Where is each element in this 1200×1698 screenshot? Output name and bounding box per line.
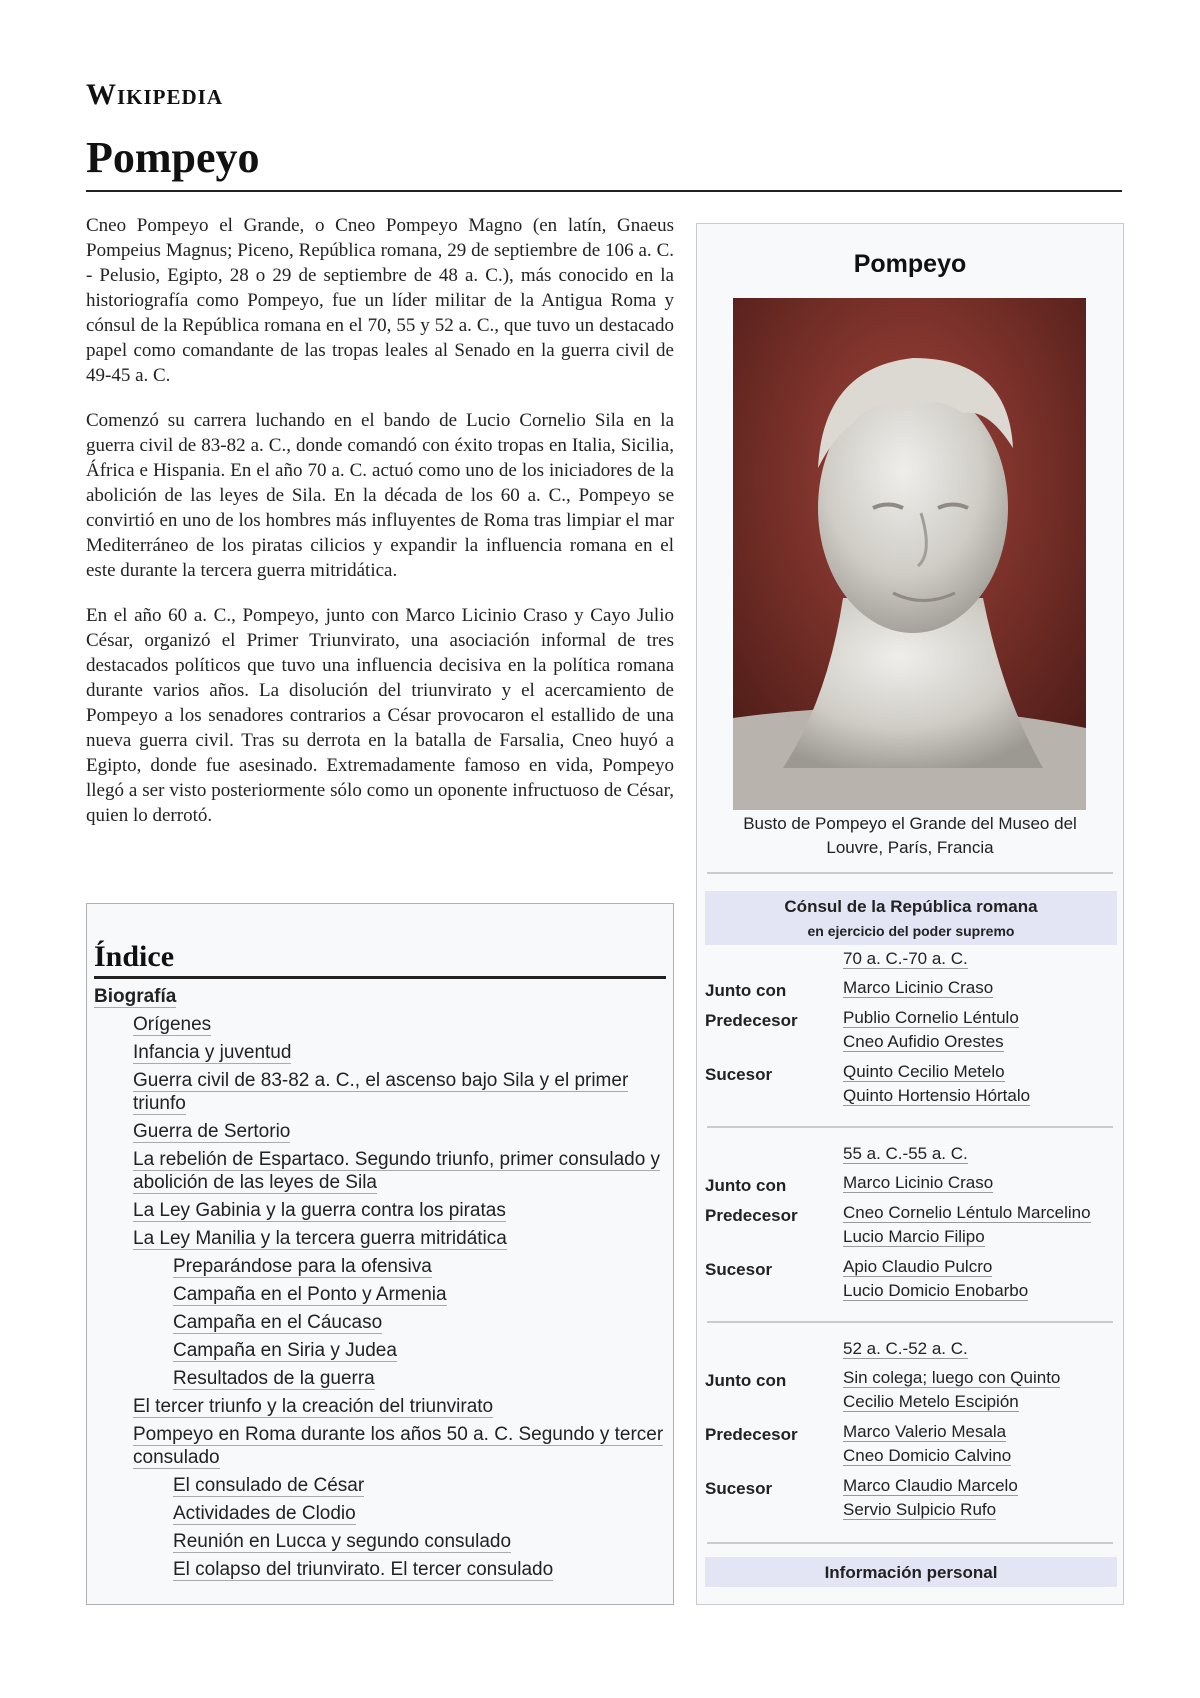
with-label: Junto con — [705, 1371, 787, 1390]
term-period-link[interactable]: 55 a. C.-55 a. C. — [843, 1144, 968, 1163]
term-with-row — [705, 1171, 1117, 1197]
term-with-row — [705, 976, 1117, 1002]
person-link[interactable]: Servio Sulpicio Rufo — [843, 1500, 997, 1519]
toc-link[interactable]: Preparándose para la ofensiva — [173, 1256, 432, 1277]
with-value — [843, 1171, 1115, 1195]
toc-link[interactable]: Infancia y juventud — [133, 1042, 292, 1063]
toc-item[interactable] — [87, 979, 673, 1008]
with-value — [843, 976, 1115, 1000]
toc-item[interactable] — [87, 1255, 673, 1278]
person-link[interactable]: Marco Claudio Marcelo — [843, 1476, 1018, 1495]
toc-item[interactable] — [87, 1558, 673, 1581]
successor-label: Sucesor — [705, 1479, 773, 1498]
toc-link[interactable]: Orígenes — [133, 1014, 212, 1035]
toc-item[interactable] — [87, 1148, 673, 1194]
toc-link[interactable]: El colapso del triunvirato. El tercer consulado — [173, 1559, 554, 1580]
term-successor-row — [705, 1474, 1117, 1524]
table-of-contents — [86, 903, 674, 1605]
toc-link[interactable]: Reunión en Lucca y segundo consulado — [173, 1531, 512, 1552]
intro-paragraph-3: En el año 60 a. C., Pompeyo, junto con Marco Licinio Craso y Cayo Julio César, organizó el Primer Triunvirato, una asociación informal de tres destacados políticos que tuvo una influencia decisiva en la política romana durante varios años. La disolución del triunvirato y el acercamiento de Pompeyo a los senadores contrarios a César provocaron el estallido de una nueva guerra civil. Tras su derrota en la batalla de Farsalia, Cneo huyó a Egipto, donde fue asesinado. Extremadamente famoso en vida, Pompeyo llegó a ser visto posteriormente sólo como un oponente infructuoso de César, quien lo derrotó. — [86, 605, 674, 826]
page-title: Pompeyo — [86, 133, 260, 182]
term-period-link[interactable]: 70 a. C.-70 a. C. — [843, 949, 968, 968]
toc-title: Índice — [94, 940, 666, 979]
with-value — [843, 1366, 1115, 1414]
predecessor-value — [843, 1420, 1115, 1468]
toc-link[interactable]: La Ley Gabinia y la guerra contra los piratas — [133, 1200, 506, 1221]
portrait-image[interactable] — [733, 298, 1086, 810]
office-subtitle: en ejercicio del poder supremo — [807, 923, 1015, 939]
infobox-title: Pompeyo — [853, 250, 967, 278]
term-successor-row — [705, 1255, 1117, 1305]
term-period[interactable] — [843, 949, 968, 969]
wikipedia-logo[interactable]: Wikipedia — [86, 78, 224, 111]
person-link[interactable]: Marco Licinio Craso — [843, 1173, 994, 1192]
toc-item[interactable] — [87, 1530, 673, 1553]
article-body — [86, 213, 674, 848]
toc-item[interactable] — [87, 1013, 673, 1036]
person-link[interactable]: Lucio Marcio Filipo — [843, 1227, 985, 1246]
infobox — [696, 223, 1124, 1605]
term-predecessor-row — [705, 1201, 1117, 1251]
predecessor-value — [843, 1201, 1115, 1249]
term-predecessor-row — [705, 1420, 1117, 1470]
toc-item[interactable] — [87, 1283, 673, 1306]
title-divider — [86, 190, 1122, 192]
person-link[interactable]: Quinto Cecilio Metelo — [843, 1062, 1005, 1081]
toc-link[interactable]: Pompeyo en Roma durante los años 50 a. C. Segundo y tercer consulado — [133, 1424, 664, 1468]
intro-paragraph-1: Cneo Pompeyo el Grande, o Cneo Pompeyo Magno (en latín, Gnaeus Pompeius Magnus; Piceno, República romana, 29 de septiembre de 106 a. C. - Pelusio, Egipto, 28 o 29 de septiembre de 48 a. C.), más conocido en la historiografía como Pompeyo, fue un líder militar de la Antigua Roma y cónsul de la República romana en el 70, 55 y 52 a. C., que tuvo un destacado papel como comandante de las tropas leales al Senado en la guerra civil de 49-45 a. C. — [86, 215, 674, 386]
with-label: Junto con — [705, 981, 787, 1000]
toc-link[interactable]: Campaña en el Ponto y Armenia — [173, 1284, 447, 1305]
toc-link[interactable]: Resultados de la guerra — [173, 1368, 375, 1389]
toc-item[interactable] — [87, 1502, 673, 1525]
term-period[interactable] — [843, 1339, 968, 1359]
term-predecessor-row — [705, 1006, 1117, 1056]
person-link[interactable]: Marco Licinio Craso — [843, 978, 994, 997]
toc-link[interactable]: El consulado de César — [173, 1475, 365, 1496]
toc-item[interactable] — [87, 1120, 673, 1143]
toc-item[interactable] — [87, 1395, 673, 1418]
image-caption: Busto de Pompeyo el Grande del Museo del Louvre, París, Francia — [743, 814, 1077, 857]
intro-paragraph-2: Comenzó su carrera luchando en el bando de Lucio Cornelio Sila en la guerra civil de 83-82 a. C., donde comandó con éxito tropas en Italia, Sicilia, África e Hispania. En el año 70 a. C. actuó como uno de los iniciadores de la abolición de las leyes de Sila. En la década de los 60 a. C., Pompeyo se convirtió en uno de los hombres más influyentes de Roma tras limpiar el mar Mediterráneo de los piratas cilicios y expandir la influencia romana en el este durante la tercera guerra mitridática. — [86, 410, 674, 581]
infobox-divider — [707, 872, 1113, 874]
person-link[interactable]: Cneo Cornelio Léntulo Marcelino — [843, 1203, 1091, 1222]
toc-item[interactable] — [87, 1474, 673, 1497]
infobox-divider — [707, 1542, 1113, 1544]
person-link[interactable]: Sin colega; luego con Quinto Cecilio Metelo Escipión — [843, 1368, 1061, 1411]
person-link[interactable]: Cneo Aufidio Orestes — [843, 1032, 1004, 1051]
toc-item[interactable] — [87, 1367, 673, 1390]
toc-item[interactable] — [87, 1041, 673, 1064]
office-header — [705, 891, 1117, 945]
toc-link[interactable]: La Ley Manilia y la tercera guerra mitridática — [133, 1228, 507, 1249]
toc-item[interactable] — [87, 1339, 673, 1362]
person-link[interactable]: Publio Cornelio Léntulo — [843, 1008, 1019, 1027]
toc-link[interactable]: El tercer triunfo y la creación del triunvirato — [133, 1396, 494, 1417]
toc-link[interactable]: Guerra civil de 83-82 a. C., el ascenso bajo Sila y el primer triunfo — [133, 1070, 629, 1114]
personal-info-title: Información personal — [824, 1563, 998, 1582]
infobox-divider — [707, 1321, 1113, 1323]
term-period[interactable] — [843, 1144, 968, 1164]
predecessor-label: Predecesor — [705, 1206, 798, 1225]
successor-value — [843, 1474, 1115, 1522]
personal-info-header — [705, 1557, 1117, 1587]
successor-label: Sucesor — [705, 1260, 773, 1279]
successor-label: Sucesor — [705, 1065, 773, 1084]
toc-link[interactable]: Guerra de Sertorio — [133, 1121, 291, 1142]
toc-item[interactable] — [87, 1227, 673, 1250]
toc-list — [87, 979, 673, 1581]
predecessor-label: Predecesor — [705, 1425, 798, 1444]
with-label: Junto con — [705, 1176, 787, 1195]
person-link[interactable]: Cneo Domicio Calvino — [843, 1446, 1012, 1465]
toc-item[interactable] — [87, 1423, 673, 1469]
successor-value — [843, 1060, 1115, 1108]
person-link[interactable]: Lucio Domicio Enobarbo — [843, 1281, 1029, 1300]
predecessor-label: Predecesor — [705, 1011, 798, 1030]
toc-item[interactable] — [87, 1311, 673, 1334]
term-with-row — [705, 1366, 1117, 1416]
toc-item[interactable] — [87, 1069, 673, 1115]
person-link[interactable]: Apio Claudio Pulcro — [843, 1257, 993, 1276]
person-link[interactable]: Quinto Hortensio Hórtalo — [843, 1086, 1031, 1105]
toc-link[interactable]: La rebelión de Espartaco. Segundo triunfo, primer consulado y abolición de las leyes de Sila — [133, 1149, 661, 1193]
predecessor-value — [843, 1006, 1115, 1054]
term-period-link[interactable]: 52 a. C.-52 a. C. — [843, 1339, 968, 1358]
office-title[interactable]: Cónsul de la República romana — [784, 897, 1038, 916]
successor-value — [843, 1255, 1115, 1303]
bust-illustration — [733, 298, 1086, 810]
toc-link[interactable]: Biografía — [94, 986, 177, 1007]
toc-link[interactable]: Campaña en Siria y Judea — [173, 1340, 397, 1361]
toc-link[interactable]: Campaña en el Cáucaso — [173, 1312, 383, 1333]
toc-link[interactable]: Actividades de Clodio — [173, 1503, 356, 1524]
infobox-divider — [707, 1126, 1113, 1128]
term-successor-row — [705, 1060, 1117, 1110]
toc-item[interactable] — [87, 1199, 673, 1222]
person-link[interactable]: Marco Valerio Mesala — [843, 1422, 1007, 1441]
